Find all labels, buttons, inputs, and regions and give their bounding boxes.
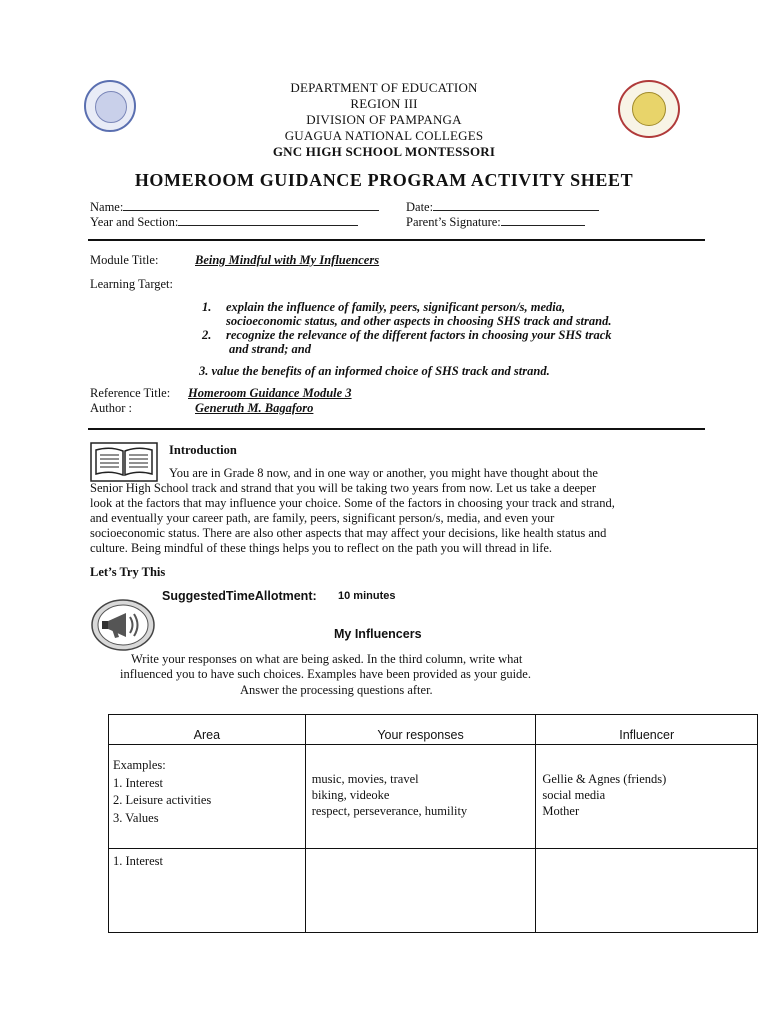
- instruction-line-2: influenced you to have such choices. Examples have been provided as your guide.: [120, 667, 531, 681]
- parent-signature-label: Parent’s Signature:: [406, 215, 501, 229]
- reference-title-label: Reference Title:: [90, 386, 171, 400]
- learning-target-label: Learning Target:: [90, 277, 174, 291]
- table-header-row: [109, 715, 758, 745]
- parent-signature-blank[interactable]: [501, 214, 585, 226]
- header-line-department: DEPARTMENT OF EDUCATION: [290, 80, 478, 95]
- time-allotment-label: SuggestedTimeAllotment:: [162, 589, 317, 603]
- example-response-2: biking, videoke: [311, 788, 390, 802]
- instruction-line-3: Answer the processing questions after.: [240, 683, 433, 697]
- my-influencers-heading: My Influencers: [334, 627, 422, 641]
- module-title-label: Module Title:: [90, 253, 159, 267]
- example-influencer-1: Gellie & Agnes (friends): [542, 772, 667, 786]
- target-3: 3. value the benefits of an informed choice of SHS track and strand.: [199, 364, 550, 378]
- header-line-division: DIVISION OF PAMPANGA: [306, 112, 462, 127]
- page-title: HOMEROOM GUIDANCE PROGRAM ACTIVITY SHEET: [134, 170, 634, 190]
- target-2-line2: and strand; and: [229, 342, 311, 356]
- intro-line-6: culture. Being mindful of these things helps you to reflect on the path you will thread in life.: [90, 541, 553, 555]
- date-label: Date:: [406, 200, 434, 214]
- intro-line-5: socioeconomic status. There are also other aspects that may affect your decisions, like health status and: [90, 526, 607, 540]
- intro-line-1: You are in Grade 8 now, and in one way or another, you might have thought about the: [169, 466, 598, 480]
- date-field[interactable]: [406, 199, 599, 214]
- header-your-responses: Your responses: [305, 715, 536, 745]
- name-field[interactable]: [90, 199, 379, 214]
- header-influencer: Influencer: [536, 715, 758, 745]
- header-school-name: GNC HIGH SCHOOL MONTESSORI: [272, 144, 496, 159]
- table-row: [109, 849, 758, 933]
- target-2-num: 2.: [202, 328, 212, 342]
- year-section-blank[interactable]: [178, 214, 358, 226]
- open-book-icon: [90, 442, 158, 482]
- influencers-table: [108, 714, 758, 933]
- reference-title-value: Homeroom Guidance Module 3: [188, 386, 352, 400]
- name-blank[interactable]: [123, 199, 379, 211]
- interest-influencer-cell[interactable]: [536, 849, 758, 933]
- example-area-cell: [109, 745, 306, 849]
- header-area: Area: [109, 715, 306, 745]
- divider-middle: [88, 428, 705, 430]
- date-blank[interactable]: [433, 199, 599, 211]
- table-row: [109, 745, 758, 849]
- divider-top: [88, 239, 705, 241]
- row2-area-label: 1. Interest: [113, 854, 163, 868]
- introduction-heading: Introduction: [169, 443, 237, 457]
- lets-try-heading: Let’s Try This: [90, 565, 166, 579]
- target-1-num: 1.: [202, 300, 212, 314]
- example-area-2: 2. Leisure activities: [113, 793, 212, 807]
- year-section-label: Year and Section:: [90, 215, 179, 229]
- author-label: Author :: [90, 401, 133, 415]
- intro-line-3: look at the factors that may influence your choice. Some of the factors in choosing your track and strand,: [90, 496, 615, 510]
- megaphone-icon: [90, 598, 156, 652]
- example-area-3: 3. Values: [113, 810, 159, 825]
- intro-line-2: Senior High School track and strand that you will be taking two years from now. Let us take a deeper: [90, 481, 596, 495]
- target-1-line1: explain the influence of family, peers, significant person/s, media,: [226, 300, 566, 314]
- example-influencers-cell: [536, 745, 758, 849]
- header-line-college: GUAGUA NATIONAL COLLEGES: [284, 128, 484, 143]
- example-area-1: 1. Interest: [113, 775, 163, 790]
- interest-response-cell[interactable]: [305, 849, 536, 933]
- instruction-line-1: Write your responses on what are being asked. In the third column, write what: [131, 652, 523, 666]
- name-label: Name:: [90, 200, 124, 214]
- author-value: Generuth M. Bagaforo: [195, 401, 314, 415]
- target-1-line2: socioeconomic status, and other aspects in choosing SHS track and strand.: [226, 314, 612, 328]
- time-allotment-value: 10 minutes: [338, 590, 396, 602]
- interest-area-cell: [109, 849, 306, 933]
- examples-label: Examples:: [113, 758, 166, 772]
- module-title-value: Being Mindful with My Influencers: [195, 253, 380, 267]
- target-2-line1: recognize the relevance of the different factors in choosing your SHS track: [226, 328, 612, 342]
- intro-line-4: and eventually your career path, are family, peers, significant person/s, media, and even your: [90, 511, 555, 525]
- example-influencer-2: social media: [542, 788, 606, 802]
- example-response-3: respect, perseverance, humility: [311, 804, 468, 818]
- year-section-field[interactable]: [90, 214, 358, 229]
- example-responses-cell: [305, 745, 536, 849]
- example-response-1: music, movies, travel: [311, 772, 419, 786]
- parent-signature-field[interactable]: [406, 214, 585, 229]
- header-line-region: REGION III: [350, 96, 418, 111]
- example-influencer-3: Mother: [542, 804, 580, 818]
